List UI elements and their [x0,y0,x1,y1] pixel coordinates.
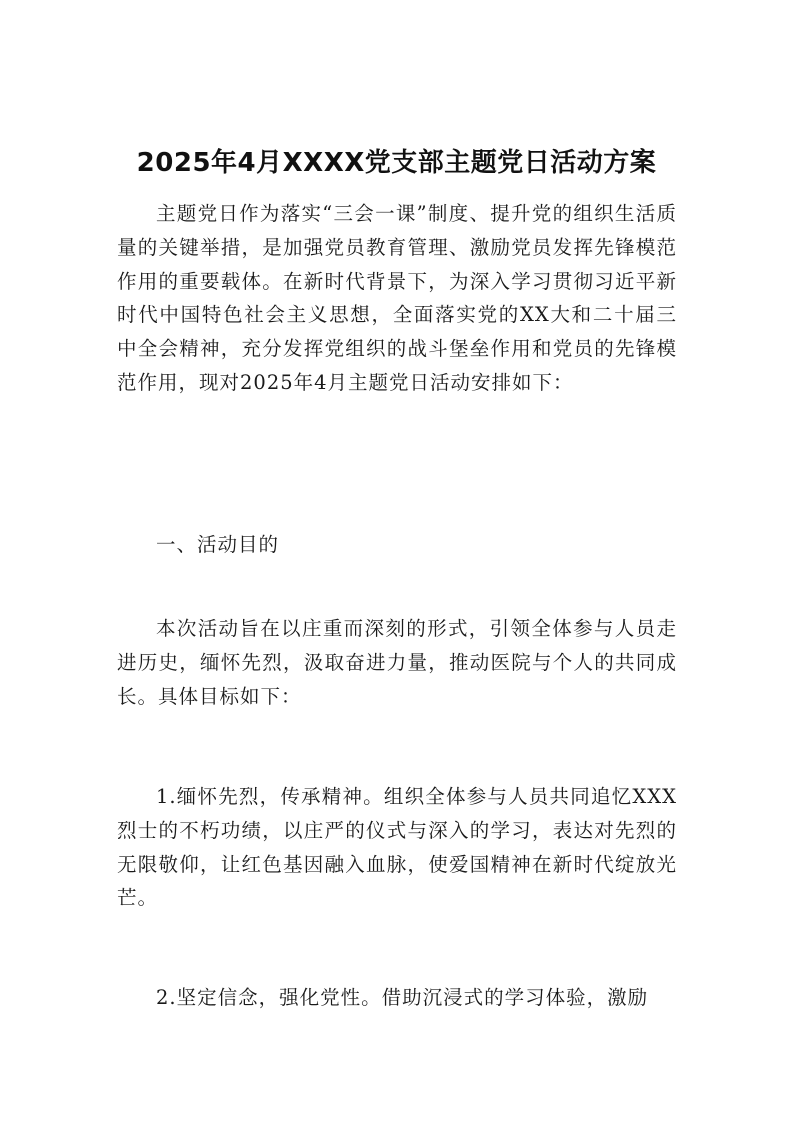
document-title: 2025年4月XXXX党支部主题党日活动方案 [136,148,657,179]
purpose-paragraph: 本次活动旨在以庄重而深刻的形式，引领全体参与人员走进历史，缅怀先烈，汲取奋进力量，推动医院与个人的共同成长。具体目标如下： [117,617,677,708]
section-heading-purpose: 一、活动目的 [156,533,280,556]
goal-item-1: 1.缅怀先烈，传承精神。组织全体参与人员共同追忆XXX烈士的不朽功绩，以庄严的仪式与深入的学习，表达对先烈的无限敬仰，让红色基因融入血脉，使爱国精神在新时代绽放光芒。 [117,785,677,910]
goal-item-2: 2.坚定信念，强化党性。借助沉浸式的学习体验，激励 [156,986,649,1009]
intro-paragraph: 主题党日作为落实“三会一课”制度、提升党的组织生活质量的关键举措，是加强党员教育管理、激励党员发挥先锋模范作用的重要载体。在新时代背景下，为深入学习贯彻习近平新时代中国特色社会主义思想，全面落实党的XX大和二十届三中全会精神，充分发挥党组织的战斗堡垒作用和党员的先锋模范作用，现对2025年4月主题党日活动安排如下： [117,202,677,394]
